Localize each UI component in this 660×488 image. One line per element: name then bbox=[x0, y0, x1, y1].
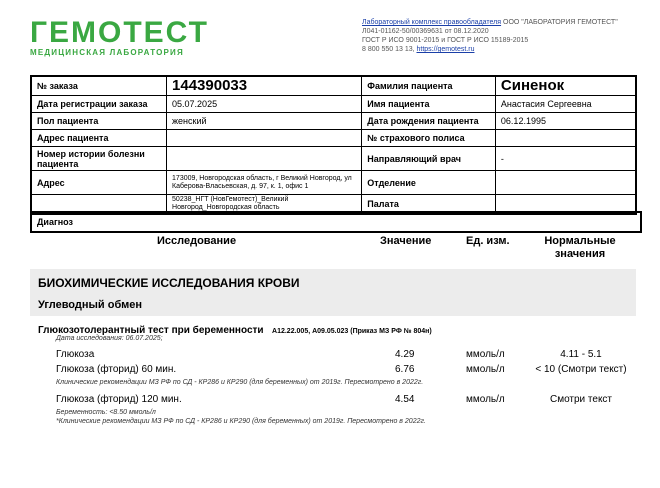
website-link[interactable]: https://gemotest.ru bbox=[416, 46, 475, 53]
result-value-1: 4.29 bbox=[395, 349, 415, 360]
policy-value bbox=[495, 130, 636, 147]
surname-value: Синенок bbox=[495, 76, 636, 96]
lab-info bbox=[362, 18, 652, 54]
lab-logo bbox=[30, 16, 209, 57]
name-label: Имя пациента bbox=[362, 96, 496, 113]
patient-info-table bbox=[30, 75, 637, 215]
reg-date-value: 05.07.2025 bbox=[167, 96, 362, 113]
col-unit-header: Ед. изм. bbox=[466, 235, 510, 247]
dept-label: Отделение bbox=[362, 171, 496, 195]
address-label: Адрес bbox=[31, 171, 167, 195]
address-value: 173009, Новгородская область, г Великий Новгород, ул Каберова-Власьевская, д. 97, к. 1, офис 1 bbox=[167, 171, 362, 195]
result-norm-3: Смотри текст bbox=[549, 394, 613, 405]
test-codes: А12.22.005, А09.05.023 (Приказ МЗ РФ № 804н) bbox=[272, 328, 432, 335]
license-text: Л041-01162-50/00369631 от 08.12.2020 bbox=[362, 28, 489, 35]
policy-label: № страхового полиса bbox=[362, 130, 496, 147]
note-pregnancy: Беременность: <8.50 ммоль/л bbox=[56, 409, 156, 416]
diagnosis-label: Диагноз bbox=[37, 217, 73, 227]
surname-label: Фамилия пациента bbox=[362, 76, 496, 96]
result-unit-3: ммоль/л bbox=[466, 394, 505, 405]
study-date: Дата исследования: 06.07.2025; bbox=[56, 335, 163, 342]
order-no-label: № заказа bbox=[31, 76, 167, 96]
col-norm-header: Нормальные значения bbox=[544, 235, 616, 260]
dept-value bbox=[495, 171, 636, 195]
result-unit-1: ммоль/л bbox=[466, 349, 505, 360]
order-no-value: 144390033 bbox=[167, 76, 362, 96]
result-unit-2: ммоль/л bbox=[466, 364, 505, 375]
lab-complex-link[interactable]: Лабораторный комплекс правообладателя bbox=[362, 19, 502, 26]
section-title: БИОХИМИЧЕСКИЕ ИССЛЕДОВАНИЯ КРОВИ bbox=[38, 276, 300, 290]
note-guidelines: Клинические рекомендации МЗ РФ по СД - КР286 и КР290 (для беременных) от 2019г. Пересмотрено в 2022г. bbox=[56, 379, 424, 386]
result-value-2: 6.76 bbox=[395, 364, 415, 375]
result-value-3: 4.54 bbox=[395, 394, 415, 405]
reg-date-label: Дата регистрации заказа bbox=[31, 96, 167, 113]
patient-address-value bbox=[167, 130, 362, 147]
col-test-header: Исследование bbox=[157, 235, 237, 247]
phone-text: 8 800 550 13 13, bbox=[362, 46, 417, 53]
lab-owner: ООО "ЛАБОРАТОРИЯ ГЕМОТЕСТ" bbox=[501, 19, 618, 26]
result-norm-1: 4.11 - 5.1 bbox=[560, 349, 602, 360]
history-label: Номер истории болезни пациента bbox=[31, 147, 167, 171]
birth-value: 06.12.1995 bbox=[495, 113, 636, 130]
center-value: 50238_НГТ (НовГемотест)_Великий Новгород_Новгородская область bbox=[167, 195, 362, 215]
doctor-value: - bbox=[495, 147, 636, 171]
sex-label: Пол пациента bbox=[31, 113, 167, 130]
result-norm-2: < 10 (Смотри текст) bbox=[535, 364, 627, 375]
test-title: Глюкозотолерантный тест при беременности bbox=[38, 325, 264, 336]
result-name-1: Глюкоза bbox=[56, 349, 95, 360]
result-name-2: Глюкоза (фторид) 60 мин. bbox=[56, 364, 177, 375]
birth-label: Дата рождения пациента bbox=[362, 113, 496, 130]
note-guidelines-2: *Клинические рекомендации МЗ РФ по СД - КР286 и КР290 (для беременных) от 2019г. Пересмотрено в 2022г. bbox=[56, 418, 426, 425]
history-value bbox=[167, 147, 362, 171]
subsection-title: Углеводный обмен bbox=[38, 299, 142, 311]
patient-address-label: Адрес пациента bbox=[31, 130, 167, 147]
ward-label: Палата bbox=[362, 195, 496, 215]
sex-value: женский bbox=[167, 113, 362, 130]
doctor-label: Направляющий врач bbox=[362, 147, 496, 171]
logo-text: ГЕМОТЕСТ bbox=[30, 16, 209, 49]
name-value: Анастасия Сергеевна bbox=[495, 96, 636, 113]
diagnosis-row bbox=[30, 211, 642, 233]
logo-subtitle: МЕДИЦИНСКАЯ ЛАБОРАТОРИЯ bbox=[30, 48, 184, 57]
iso-text: ГОСТ Р ИСО 9001-2015 и ГОСТ Р ИСО 15189-2015 bbox=[362, 37, 529, 44]
col-value-header: Значение bbox=[380, 235, 432, 247]
result-name-3: Глюкоза (фторид) 120 мин. bbox=[56, 394, 182, 405]
